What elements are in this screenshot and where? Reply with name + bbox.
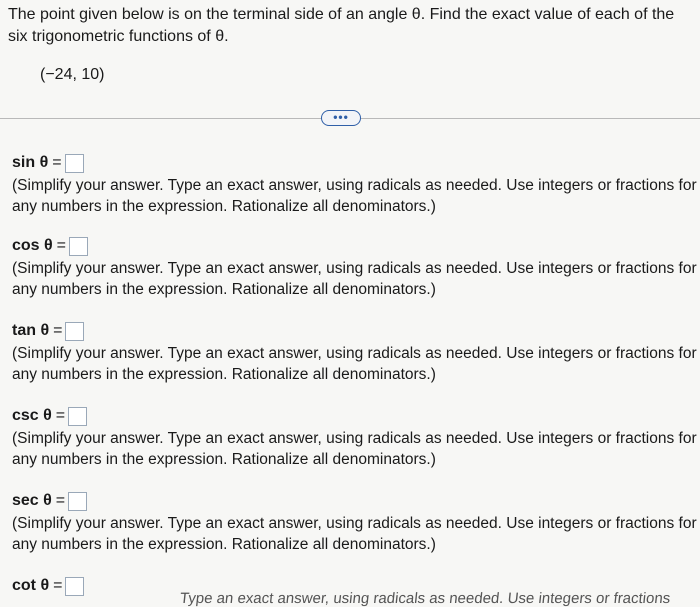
sec-label: sec θ xyxy=(12,492,52,509)
cot-label: cot θ xyxy=(12,577,50,594)
given-point: (−24, 10) xyxy=(40,66,105,83)
cot-hint-partial: Type an exact answer, using radicals as needed. Use integers or fractions xyxy=(179,590,672,607)
cos-item xyxy=(12,235,698,300)
question-text: The point given below is on the terminal side of an angle θ. Find the exact value of each of the six trigonometric functions of θ. xyxy=(8,6,675,45)
sin-answer-box[interactable] xyxy=(65,154,84,173)
cos-answer-box[interactable] xyxy=(69,237,88,256)
sin-hint: (Simplify your answer. Type an exact answer, using radicals as needed. Use integers or fractions for any numbers in the expression. Rationalize all denominators.) xyxy=(12,177,697,215)
cos-hint: (Simplify your answer. Type an exact answer, using radicals as needed. Use integers or fractions for any numbers in the expression. Rationalize all denominators.) xyxy=(12,260,697,298)
sec-item xyxy=(12,490,698,555)
equals-sign: = xyxy=(52,154,62,171)
equals-sign: = xyxy=(53,322,63,339)
tan-item xyxy=(12,320,698,385)
sec-answer-box[interactable] xyxy=(68,492,87,511)
tan-answer-box[interactable] xyxy=(65,322,84,341)
tan-hint: (Simplify your answer. Type an exact answer, using radicals as needed. Use integers or fractions for any numbers in the expression. Rationalize all denominators.) xyxy=(12,345,697,383)
more-options-button[interactable]: ••• xyxy=(321,110,361,126)
csc-item xyxy=(12,405,698,470)
equals-sign: = xyxy=(55,492,66,509)
equals-sign: = xyxy=(56,237,67,254)
csc-answer-box[interactable] xyxy=(68,407,87,426)
sin-label: sin θ xyxy=(12,154,49,171)
cos-label: cos θ xyxy=(12,237,53,254)
sec-hint: (Simplify your answer. Type an exact answer, using radicals as needed. Use integers or fractions for any numbers in the expression. Rationalize all denominators.) xyxy=(12,515,697,553)
csc-label: csc θ xyxy=(12,407,52,424)
csc-hint: (Simplify your answer. Type an exact answer, using radicals as needed. Use integers or fractions for any numbers in the expression. Rationalize all denominators.) xyxy=(12,430,697,468)
equals-sign: = xyxy=(55,407,66,424)
equals-sign: = xyxy=(53,577,63,594)
tan-label: tan θ xyxy=(12,322,50,339)
sin-item xyxy=(12,152,698,217)
cot-answer-box[interactable] xyxy=(65,577,84,596)
